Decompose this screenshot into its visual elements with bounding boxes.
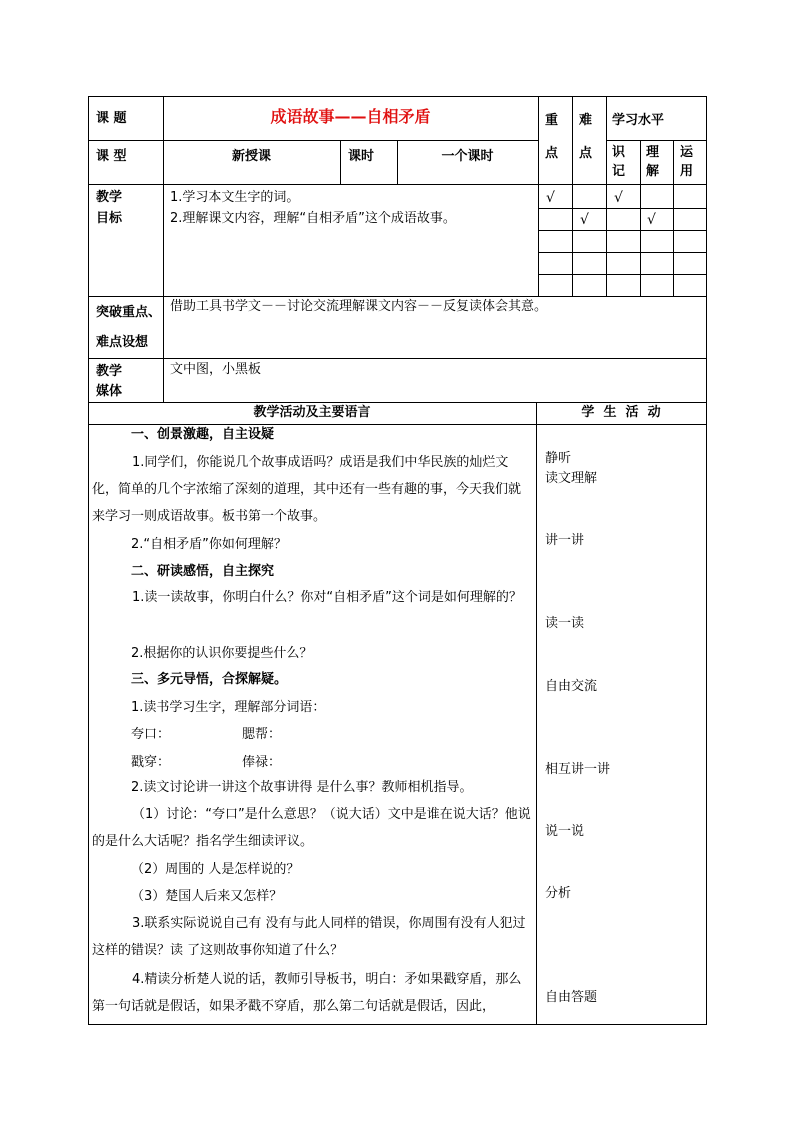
student-activity: 自由交流 <box>545 679 598 694</box>
level-col-apply-1: 运 <box>680 145 694 160</box>
student-activity: 讲一讲 <box>545 533 585 548</box>
difficulty-label-2: 点 <box>579 146 593 161</box>
period-label: 课时 <box>348 149 375 164</box>
student-activity: 相互讲一讲 <box>545 762 611 777</box>
level-col-understand-1: 理 <box>646 145 660 160</box>
media-text: 文中图，小黑板 <box>170 362 262 377</box>
activities-header-right: 学 生 活 动 <box>581 405 661 420</box>
key-point-label-1: 重 <box>545 113 559 128</box>
type-value: 新授课 <box>231 149 271 164</box>
student-activity: 读文理解 <box>545 471 598 486</box>
breakthrough-text: 借助工具书学文－－讨论交流理解课文内容－－反复读体会其意。 <box>170 299 548 314</box>
level-label: 学习水平 <box>612 113 665 128</box>
media-label-2: 媒体 <box>96 384 123 399</box>
level-col-apply-2: 用 <box>680 164 694 179</box>
lesson-title: 成语故事——自相矛盾 <box>270 107 431 126</box>
section-1-title: 一、创景激趣，自主设疑 <box>131 427 275 442</box>
check-mark-understand: √ <box>647 212 656 228</box>
goal-item-2: 2.理解课文内容，理解“自相矛盾”这个成语故事。 <box>170 211 456 226</box>
section-3-para-1: 1.读书学习生字，理解部分词语： <box>131 700 326 715</box>
level-col-memorize-2: 记 <box>612 164 626 179</box>
check-mark-key-point: √ <box>546 190 555 206</box>
student-activity: 自由答题 <box>545 990 598 1005</box>
level-col-memorize-1: 识 <box>612 145 626 160</box>
type-label: 课 型 <box>96 149 127 164</box>
student-activity: 分析 <box>545 886 572 901</box>
student-activity: 读一读 <box>545 616 585 631</box>
breakthrough-label-2: 难点设想 <box>96 335 149 350</box>
level-col-understand-2: 解 <box>646 164 660 179</box>
section-3-para-2: 2.读文讨论讲一讲这个故事讲得 是什么事？教师相机指导。 <box>131 780 473 795</box>
activities-header-left: 教学活动及主要语言 <box>253 405 371 420</box>
period-value: 一个课时 <box>441 149 494 164</box>
section-3-para-4: （2）周围的 人是怎样说的？ <box>131 862 300 877</box>
topic-label: 课 题 <box>96 111 127 126</box>
vocab-item: 戳穿： <box>131 755 171 770</box>
section-2-para-1: 1.读一读故事，你明白什么？你对“自相矛盾”这个词是如何理解的？ <box>132 590 522 605</box>
section-2-title: 二、研读感悟，自主探究 <box>131 564 275 579</box>
student-activity: 说一说 <box>545 824 585 839</box>
goals-label-2: 目标 <box>96 211 123 226</box>
student-activity: 静听 <box>545 451 572 466</box>
check-mark-difficulty: √ <box>580 212 589 228</box>
section-2-para-2: 2.根据你的认识你要提些什么？ <box>131 646 313 661</box>
check-mark-memorize: √ <box>614 190 623 206</box>
difficulty-label-1: 难 <box>579 113 593 128</box>
section-1-para-1: 1.同学们，你能说几个故事成语吗？成语是我们中华民族的灿烂文化，简单的几个字浓缩了深刻的道理，其中还有一些有趣的事，今天我们就来学习一则成语故事。板书第一个故事。 <box>92 455 522 524</box>
media-label-1: 教学 <box>96 364 123 379</box>
section-3-para-6: 3.联系实际说说自己有 没有与此人同样的错误，你周围有没有人犯过这样的错误？读 了这则故事你知道了什么？ <box>92 916 526 958</box>
vocab-item: 俸禄： <box>242 755 282 770</box>
goals-label-1: 教学 <box>96 190 123 205</box>
section-3-para-5: （3）楚国人后来又怎样？ <box>131 889 283 904</box>
key-point-label-2: 点 <box>545 146 559 161</box>
section-3-title: 三、多元导悟，合探解疑。 <box>131 672 288 687</box>
breakthrough-label-1: 突破重点、 <box>96 305 162 320</box>
section-1-para-2: 2.“自相矛盾”你如何理解？ <box>131 537 287 552</box>
vocab-item: 腮帮： <box>242 727 282 742</box>
section-3-para-7: 4.精读分析楚人说的话，教师引导板书，明白：矛如果戳穿盾，那么第一句话就是假话，如果矛戳不穿盾，那么第二句话就是假话，因此， <box>92 972 522 1014</box>
goal-item-1: 1.学习本文生字的词。 <box>170 190 300 205</box>
section-3-para-3: （1）讨论：“夸口”是什么意思？（说大话）文中是谁在说大话？他说的是什么大话呢？指名学生细读评议。 <box>92 807 531 849</box>
vocab-item: 夸口： <box>131 727 171 742</box>
